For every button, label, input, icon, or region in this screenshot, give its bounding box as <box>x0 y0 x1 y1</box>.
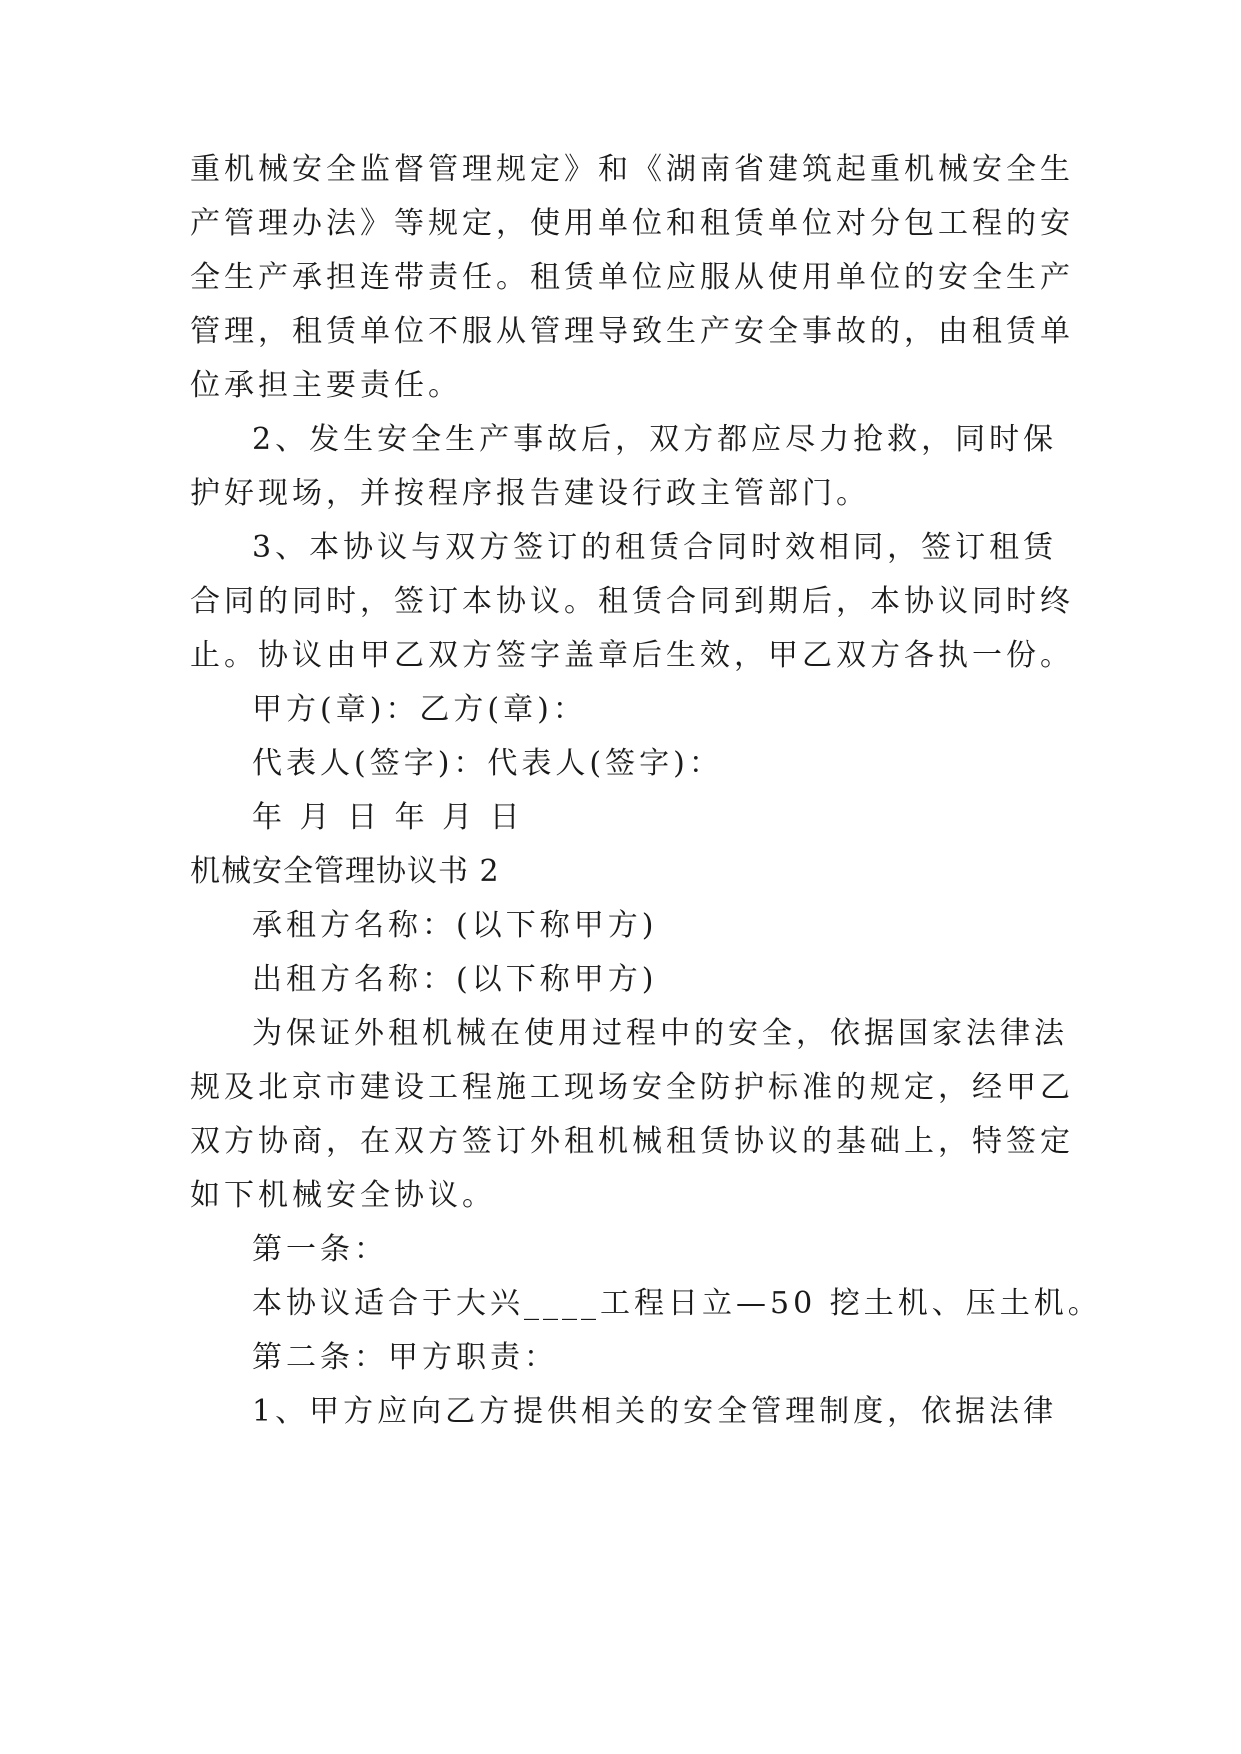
article-heading: 第一条： <box>252 1232 388 1267</box>
paragraph-line: 2、发生安全生产事故后，双方都应尽力抢救，同时保 <box>252 422 1058 457</box>
paragraph-line: 出租方名称：(以下称甲方) <box>252 962 658 997</box>
paragraph-line: 本协议适合于大兴____工程日立—50 挖土机、压土机。 <box>252 1286 1102 1321</box>
paragraph-line: 护好现场，并按程序报告建设行政主管部门。 <box>190 476 870 511</box>
paragraph-line: 双方协商，在双方签订外租机械租赁协议的基础上，特签定 <box>190 1124 1074 1159</box>
paragraph-line: 为保证外租机械在使用过程中的安全，依据国家法律法 <box>252 1016 1068 1051</box>
article-heading: 第二条：甲方职责： <box>252 1340 558 1375</box>
paragraph-line: 管理，租赁单位不服从管理导致生产安全事故的，由租赁单 <box>190 314 1074 349</box>
paragraph-line: 重机械安全监督管理规定》和《湖南省建筑起重机械安全生 <box>190 152 1074 187</box>
paragraph-line: 如下机械安全协议。 <box>190 1178 496 1213</box>
paragraph-line: 止。协议由甲乙双方签字盖章后生效，甲乙双方各执一份。 <box>190 638 1074 673</box>
paragraph-line: 1、甲方应向乙方提供相关的安全管理制度，依据法律 <box>252 1394 1058 1429</box>
paragraph-line: 全生产承担连带责任。租赁单位应服从使用单位的安全生产 <box>190 260 1074 295</box>
signature-line-representative: 代表人(签字)：代表人(签字)： <box>252 746 723 781</box>
paragraph-line: 产管理办法》等规定，使用单位和租赁单位对分包工程的安 <box>190 206 1074 241</box>
paragraph-line: 位承担主要责任。 <box>190 368 462 403</box>
signature-line-date: 年 月 日 年 月 日 <box>252 800 524 835</box>
paragraph-line: 承租方名称：(以下称甲方) <box>252 908 658 943</box>
paragraph-line: 3、本协议与双方签订的租赁合同时效相同，签订租赁 <box>252 530 1058 565</box>
section-heading: 机械安全管理协议书 2 <box>190 854 500 889</box>
signature-line-seal: 甲方(章)：乙方(章)： <box>252 692 587 727</box>
paragraph-line: 规及北京市建设工程施工现场安全防护标准的规定，经甲乙 <box>190 1070 1074 1105</box>
paragraph-line: 合同的同时，签订本协议。租赁合同到期后，本协议同时终 <box>190 584 1074 619</box>
